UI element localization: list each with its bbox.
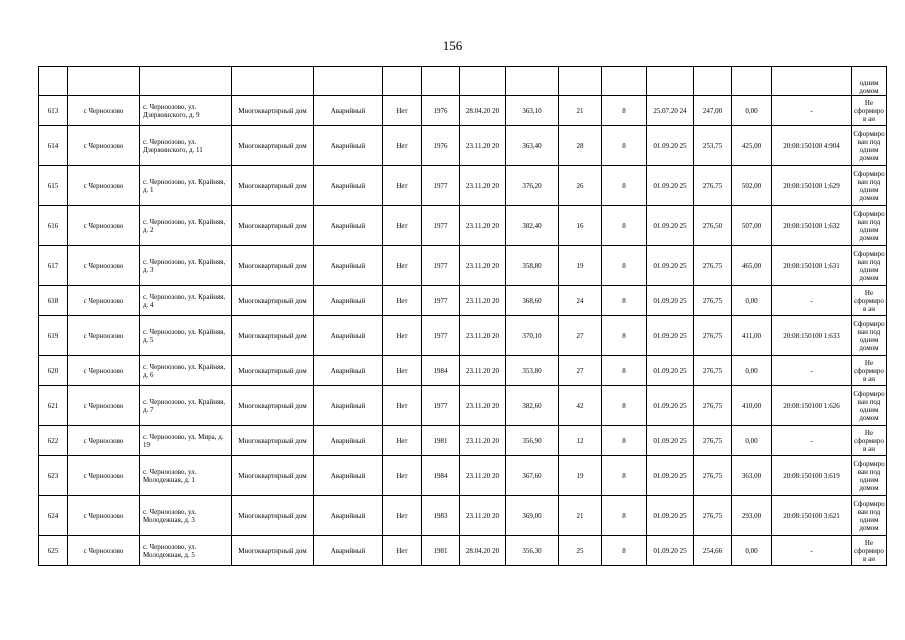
table-row [39,96,887,126]
area-cell: 353,80 [506,356,559,386]
settlement-cell: с Черноозово [68,96,140,126]
building-type-cell: Многоквартирный дом [232,206,314,246]
count-cell: 8 [602,426,647,456]
recognition-date-cell: 23.11.20 20 [460,286,506,316]
building-type-cell: Многоквартирный дом [232,96,314,126]
settlement-cell: с Черноозово [68,166,140,206]
land-area-cell: 411,00 [732,316,772,356]
count-cell: 8 [602,316,647,356]
cadastral-number-cell: - [772,426,852,456]
flag-cell: Нет [383,166,422,206]
value-cell: 276,75 [694,356,732,386]
flag-cell: Нет [383,536,422,566]
residents-cell: 42 [559,386,602,426]
status-cell: Сформиро ван под одним домом [852,316,887,356]
land-area-cell: 0,00 [732,426,772,456]
building-type-cell: Многоквартирный дом [232,286,314,316]
building-type-cell: Многоквартирный дом [232,386,314,426]
residents-cell: 27 [559,316,602,356]
recognition-date-cell: 23.11.20 20 [460,496,506,536]
condition-cell: Аварийный [314,126,383,166]
year-cell: 1981 [422,426,460,456]
settlement-cell: с Черноозово [68,286,140,316]
row-number-cell: 623 [39,456,68,496]
address-cell: с. Черноозово, ул. Крайняя, д. 5 [140,316,232,356]
table-row [39,316,887,356]
value-cell: 276,75 [694,456,732,496]
resettlement-date-cell: 01.09.20 25 [647,166,694,206]
address-cell: с. Черноозово, ул. Крайняя, д. 3 [140,246,232,286]
year-cell: 1976 [422,96,460,126]
row-number-cell: 614 [39,126,68,166]
count-cell: 8 [602,386,647,426]
resettlement-date-cell: 01.09.20 25 [647,426,694,456]
year-cell: 1977 [422,286,460,316]
count-cell: 8 [602,536,647,566]
resettlement-date-cell: 01.09.20 25 [647,286,694,316]
settlement-cell: с Черноозово [68,246,140,286]
address-cell: с. Черноозово, ул. Молодежная, д. 1 [140,456,232,496]
settlement-cell: с Черноозово [68,496,140,536]
cadastral-number-cell: - [772,536,852,566]
recognition-date-cell: 23.11.20 20 [460,126,506,166]
area-cell: 382,60 [506,386,559,426]
land-area-cell: 425,00 [732,126,772,166]
table-row [39,206,887,246]
building-type-cell: Многоквартирный дом [232,536,314,566]
address-cell: с. Черноозово, ул. Крайняя, д. 4 [140,286,232,316]
year-cell: 1984 [422,456,460,496]
recognition-date-cell: 23.11.20 20 [460,426,506,456]
value-cell: 276,75 [694,426,732,456]
year-cell: 1983 [422,496,460,536]
settlement-cell: с Черноозово [68,356,140,386]
settlement-cell: с Черноозово [68,316,140,356]
recognition-date-cell: 23.11.20 20 [460,356,506,386]
row-number-cell: 622 [39,426,68,456]
count-cell: 8 [602,286,647,316]
status-cell: Не сформиров ан [852,286,887,316]
status-cell: Сформиро ван под одним домом [852,456,887,496]
address-cell: с. Черноозово, ул. Крайняя, д. 7 [140,386,232,426]
land-area-cell: 0,00 [732,286,772,316]
status-cell: Сформиро ван под одним домом [852,496,887,536]
condition-cell: Аварийный [314,456,383,496]
cadastral-number-cell: - [772,286,852,316]
status-cell: Сформиро ван под одним домом [852,166,887,206]
count-cell: 8 [602,246,647,286]
count-cell: 8 [602,356,647,386]
resettlement-date-cell: 25.07.20 24 [647,96,694,126]
row-number-cell: 617 [39,246,68,286]
residents-cell: 24 [559,286,602,316]
flag-cell: Нет [383,456,422,496]
residents-cell: 27 [559,356,602,386]
value-cell: 276,75 [694,166,732,206]
address-cell: с. Черноозово, ул. Молодежная, д. 3 [140,496,232,536]
area-cell: 369,00 [506,496,559,536]
condition-cell: Аварийный [314,356,383,386]
table-row [39,536,887,566]
value-cell: 276,75 [694,386,732,426]
row-number-cell: 620 [39,356,68,386]
condition-cell: Аварийный [314,286,383,316]
table-row [39,166,887,206]
resettlement-date-cell: 01.09.20 25 [647,386,694,426]
table-row [39,286,887,316]
table-row-continuation [39,67,887,96]
cadastral-number-cell: 20:08:150100 3:619 [772,456,852,496]
condition-cell: Аварийный [314,496,383,536]
recognition-date-cell: 23.11.20 20 [460,456,506,496]
settlement-cell: с Черноозово [68,126,140,166]
recognition-date-cell: 23.11.20 20 [460,246,506,286]
status-cell: Не сформиров ан [852,356,887,386]
flag-cell: Нет [383,126,422,166]
table-row [39,456,887,496]
cadastral-number-cell: 20:08:150100 4:904 [772,126,852,166]
page-number: 156 [442,38,463,53]
cadastral-number-cell: - [772,96,852,126]
area-cell: 356,90 [506,426,559,456]
table-row [39,356,887,386]
building-type-cell: Многоквартирный дом [232,316,314,356]
flag-cell: Нет [383,386,422,426]
year-cell: 1984 [422,356,460,386]
building-type-cell: Многоквартирный дом [232,246,314,286]
address-cell: с. Черноозово, ул. Дзержинского, д. 11 [140,126,232,166]
residents-cell: 28 [559,126,602,166]
resettlement-date-cell: 01.09.20 25 [647,496,694,536]
value-cell: 253,75 [694,126,732,166]
row-number-cell: 624 [39,496,68,536]
residents-cell: 21 [559,96,602,126]
value-cell: 276,75 [694,496,732,536]
land-area-cell: 363,00 [732,456,772,496]
resettlement-date-cell: 01.09.20 25 [647,126,694,166]
row-number-cell: 618 [39,286,68,316]
land-area-cell: 410,00 [732,386,772,426]
cadastral-number-cell: 20:08:150100 1:633 [772,316,852,356]
flag-cell: Нет [383,426,422,456]
status-cell: Сформиро ван под одним домом [852,246,887,286]
flag-cell: Нет [383,496,422,536]
residents-cell: 19 [559,456,602,496]
settlement-cell: с Черноозово [68,536,140,566]
resettlement-date-cell: 01.09.20 25 [647,456,694,496]
resettlement-date-cell: 01.09.20 25 [647,246,694,286]
land-area-cell: 465,00 [732,246,772,286]
recognition-date-cell: 23.11.20 20 [460,316,506,356]
count-cell: 8 [602,456,647,496]
building-type-cell: Многоквартирный дом [232,496,314,536]
area-cell: 368,60 [506,286,559,316]
row-number-cell: 613 [39,96,68,126]
cadastral-number-cell: 20:08:150100 3:621 [772,496,852,536]
year-cell: 1976 [422,126,460,166]
resettlement-date-cell: 01.09.20 25 [647,356,694,386]
status-cell: Не сформиров ан [852,426,887,456]
cadastral-number-cell: - [772,356,852,386]
settlement-cell: с Черноозово [68,456,140,496]
row-number-cell: 619 [39,316,68,356]
year-cell: 1977 [422,316,460,356]
flag-cell: Нет [383,356,422,386]
flag-cell: Нет [383,246,422,286]
value-cell: 276,75 [694,246,732,286]
area-cell: 363,10 [506,96,559,126]
area-cell: 363,40 [506,126,559,166]
area-cell: 356,30 [506,536,559,566]
count-cell: 8 [602,166,647,206]
status-cell: Сформиро ван под одним домом [852,126,887,166]
flag-cell: Нет [383,96,422,126]
housing-register-table [38,66,887,566]
land-area-cell: 507,00 [732,206,772,246]
table-row [39,426,887,456]
address-cell: с. Черноозово, ул. Крайняя, д. 2 [140,206,232,246]
address-cell: с. Черноозово, ул. Мира, д. 19 [140,426,232,456]
area-cell: 382,40 [506,206,559,246]
row-number-cell: 616 [39,206,68,246]
status-cell: одним домом [852,67,887,96]
area-cell: 376,20 [506,166,559,206]
recognition-date-cell: 23.11.20 20 [460,386,506,426]
address-cell: с. Черноозово, ул. Крайняя, д. 6 [140,356,232,386]
address-cell: с. Черноозово, ул. Дзержинского, д. 9 [140,96,232,126]
residents-cell: 16 [559,206,602,246]
residents-cell: 19 [559,246,602,286]
condition-cell: Аварийный [314,426,383,456]
area-cell: 358,80 [506,246,559,286]
building-type-cell: Многоквартирный дом [232,356,314,386]
condition-cell: Аварийный [314,206,383,246]
building-type-cell: Многоквартирный дом [232,126,314,166]
row-number-cell: 625 [39,536,68,566]
land-area-cell: 0,00 [732,536,772,566]
condition-cell: Аварийный [314,536,383,566]
status-cell: Не сформиров ан [852,536,887,566]
flag-cell: Нет [383,316,422,356]
condition-cell: Аварийный [314,96,383,126]
land-area-cell: 0,00 [732,356,772,386]
cadastral-number-cell: 20:08:150100 1:629 [772,166,852,206]
status-cell: Сформиро ван под одним домом [852,386,887,426]
resettlement-date-cell: 01.09.20 25 [647,536,694,566]
residents-cell: 26 [559,166,602,206]
value-cell: 276,75 [694,286,732,316]
settlement-cell: с Черноозово [68,426,140,456]
address-cell: с. Черноозово, ул. Крайняя, д. 1 [140,166,232,206]
condition-cell: Аварийный [314,386,383,426]
land-area-cell: 293,00 [732,496,772,536]
condition-cell: Аварийный [314,316,383,356]
count-cell: 8 [602,206,647,246]
count-cell: 8 [602,126,647,166]
recognition-date-cell: 28.04.20 20 [460,96,506,126]
year-cell: 1981 [422,536,460,566]
table-row [39,126,887,166]
status-cell: Сформиро ван под одним домом [852,206,887,246]
row-number-cell: 621 [39,386,68,426]
land-area-cell: 502,00 [732,166,772,206]
value-cell: 247,00 [694,96,732,126]
resettlement-date-cell: 01.09.20 25 [647,206,694,246]
year-cell: 1977 [422,166,460,206]
residents-cell: 25 [559,536,602,566]
table-row [39,246,887,286]
settlement-cell: с Черноозово [68,386,140,426]
status-cell: Не сформиров ан [852,96,887,126]
land-area-cell: 0,00 [732,96,772,126]
area-cell: 367,60 [506,456,559,496]
cadastral-number-cell: 20:08:150100 1:632 [772,206,852,246]
settlement-cell: с Черноозово [68,206,140,246]
count-cell: 8 [602,96,647,126]
residents-cell: 21 [559,496,602,536]
value-cell: 276,50 [694,206,732,246]
year-cell: 1977 [422,386,460,426]
flag-cell: Нет [383,206,422,246]
value-cell: 254,66 [694,536,732,566]
table-row [39,496,887,536]
condition-cell: Аварийный [314,166,383,206]
resettlement-date-cell: 01.09.20 25 [647,316,694,356]
recognition-date-cell: 23.11.20 20 [460,166,506,206]
count-cell: 8 [602,496,647,536]
flag-cell: Нет [383,286,422,316]
table-row [39,386,887,426]
year-cell: 1977 [422,206,460,246]
area-cell: 370,10 [506,316,559,356]
value-cell: 276,75 [694,316,732,356]
cadastral-number-cell: 20:08:150100 1:626 [772,386,852,426]
condition-cell: Аварийный [314,246,383,286]
residents-cell: 12 [559,426,602,456]
address-cell: с. Черноозово, ул. Молодежная, д. 5 [140,536,232,566]
year-cell: 1977 [422,246,460,286]
recognition-date-cell: 23.11.20 20 [460,206,506,246]
building-type-cell: Многоквартирный дом [232,456,314,496]
row-number-cell: 615 [39,166,68,206]
cadastral-number-cell: 20:08:150100 1:631 [772,246,852,286]
building-type-cell: Многоквартирный дом [232,166,314,206]
building-type-cell: Многоквартирный дом [232,426,314,456]
recognition-date-cell: 28.04.20 20 [460,536,506,566]
